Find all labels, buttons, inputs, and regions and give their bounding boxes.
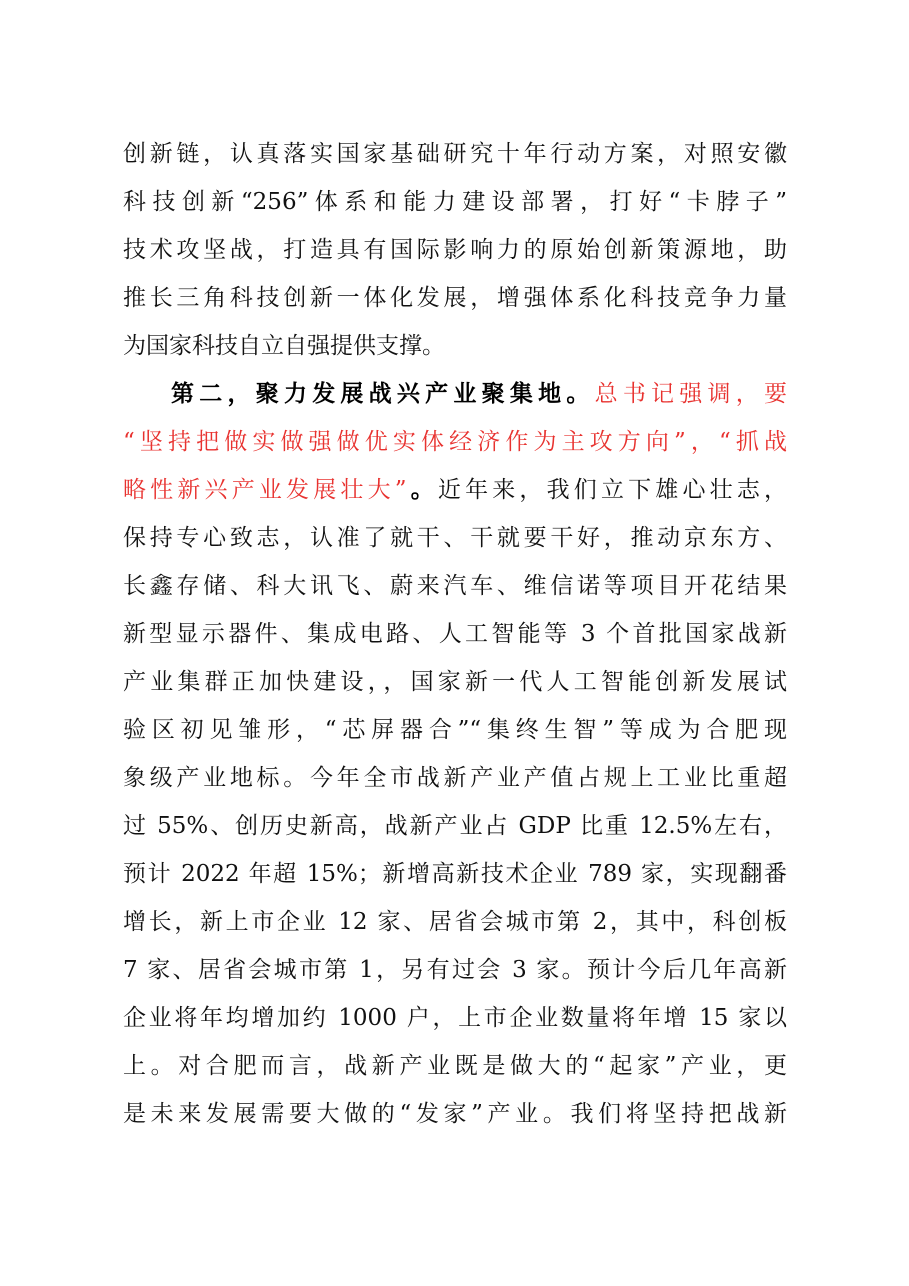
text-line: 新型显示器件、集成电路、人工智能等 3 个首批国家战新: [123, 621, 787, 647]
text-line: 技术攻坚战，打造具有国际影响力的原始创新策源地，助: [123, 237, 787, 263]
paragraph-heading-line: [171, 374, 787, 414]
quote-text: 略性新兴产业发展壮大”: [123, 477, 407, 503]
text-line: 是未来发展需要大做的“发家”产业。我们将坚持把战新: [123, 1101, 787, 1127]
quote-line: “坚持把做实做强做优实体经济作为主攻方向”，“抓战: [123, 429, 787, 455]
text-line: 保持专心致志，认准了就干、干就要干好，推动京东方、: [123, 525, 787, 551]
text-line: 科技创新“256”体系和能力建设部署，打好“卡脖子”: [123, 189, 787, 215]
text-line: 产业集群正加快建设，，国家新一代人工智能创新发展试: [123, 669, 787, 695]
section-heading: 第二，聚力发展战兴产业聚集地。: [171, 380, 595, 407]
text-line: 验区初见雏形，“芯屏器合”“集终生智”等成为合肥现: [123, 717, 787, 743]
text-line: 为国家科技自立自强提供支撑。: [123, 333, 445, 359]
text-line: 推长三角科技创新一体化发展，增强体系化科技竞争力量: [123, 285, 787, 311]
text-line: 过 55%、创历史新高，战新产业占 GDP 比重 12.5%左右，: [123, 813, 787, 839]
quote-text: 总书记强调，要: [594, 381, 788, 407]
text-line: 长鑫存储、科大讯飞、蔚来汽车、维信诺等项目开花结果: [123, 573, 787, 599]
text-line: 7 家、居省会城市第 1，另有过会 3 家。预计今后几年高新: [123, 957, 787, 983]
text-line: 上。对合肥而言，战新产业既是做大的“起家”产业，更: [123, 1053, 787, 1079]
mixed-line: [123, 470, 787, 510]
text-line: 象级产业地标。今年全市战新产业产值占规上工业比重超: [123, 765, 787, 791]
text-line: 企业将年均增加约 1000 户，上市企业数量将年增 15 家以: [123, 1005, 787, 1031]
text-line: 增长，新上市企业 12 家、居省会城市第 2，其中，科创板: [123, 909, 787, 935]
text-line: 预计 2022 年超 15%；新增高新技术企业 789 家，实现翻番: [123, 861, 787, 887]
text-line: 创新链，认真落实国家基础研究十年行动方案，对照安徽: [123, 141, 787, 167]
quote-period: 。: [406, 476, 438, 503]
body-text: 近年来，我们立下雄心壮志，: [437, 477, 788, 503]
